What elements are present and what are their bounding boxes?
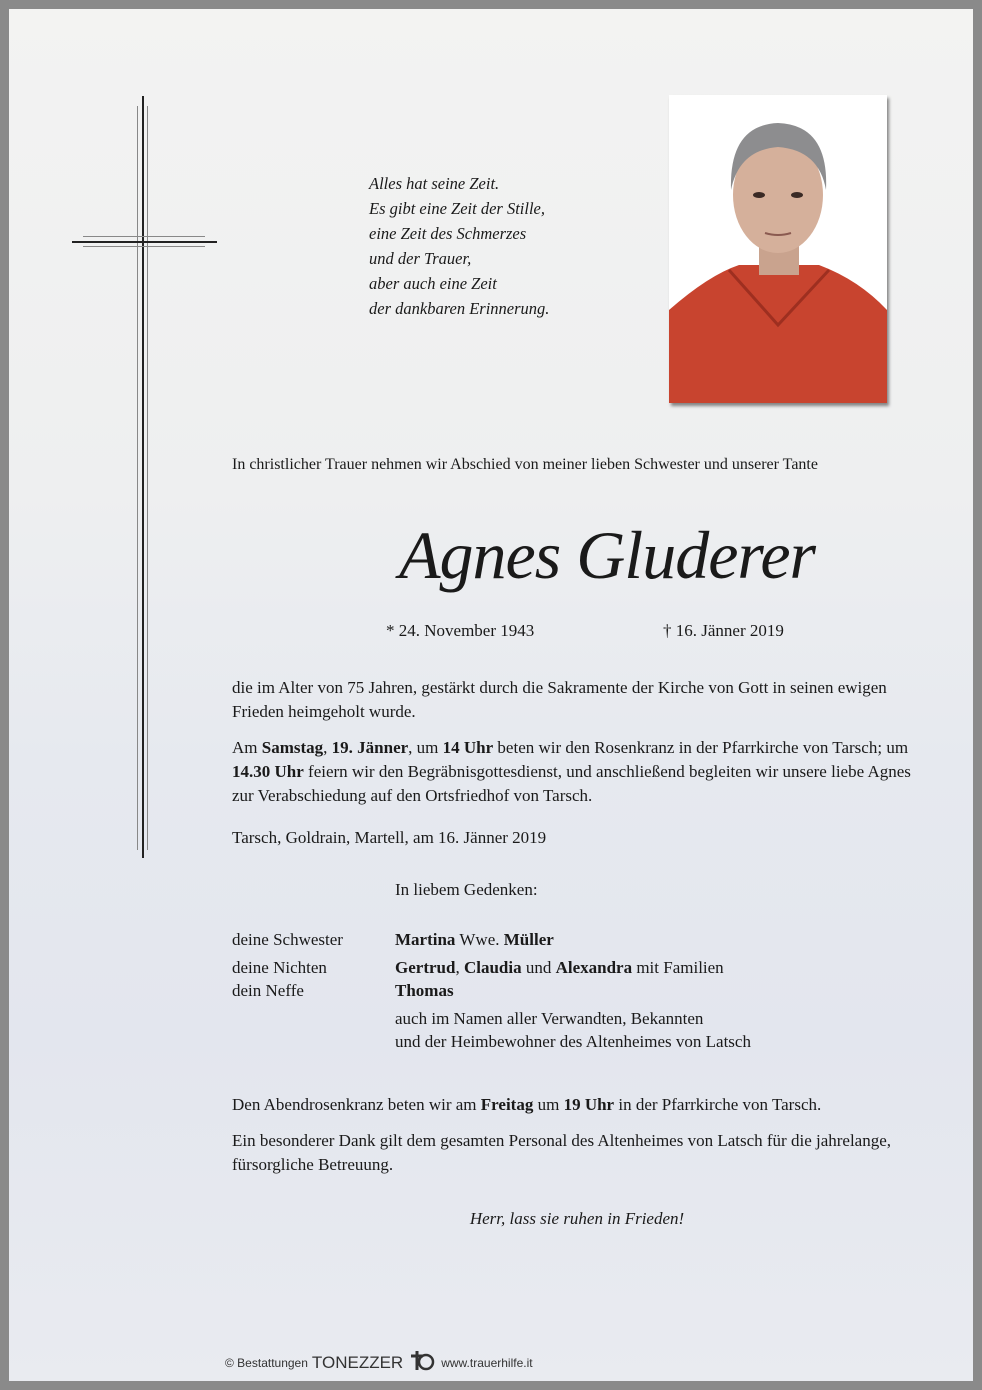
relative-names bbox=[395, 928, 554, 951]
death-notice: die im Alter von 75 Jahren, gestärkt durch die Sakramente der Kirche von Gott in seinen ewigen Frieden heimgeholt wurde. bbox=[232, 678, 887, 721]
text-segment: mit Familien bbox=[632, 958, 724, 977]
text-segment: beten wir den Rosenkranz in der Pfarrkirche von Tarsch; um bbox=[493, 738, 909, 757]
portrait-photo bbox=[669, 95, 887, 403]
deceased-name: Agnes Gluderer bbox=[399, 517, 815, 593]
bold-text: 14.30 Uhr bbox=[232, 762, 304, 781]
funeral-details bbox=[232, 736, 922, 808]
bold-text: 19 Uhr bbox=[563, 1095, 615, 1114]
footer-copyright: © Bestattungen bbox=[225, 1355, 308, 1370]
poem-line: aber auch eine Zeit bbox=[369, 274, 497, 293]
poem-line: der dankbaren Erinnerung. bbox=[369, 299, 550, 318]
also-line: auch im Namen aller Verwandten, Bekannten bbox=[395, 1009, 704, 1028]
relative-row bbox=[232, 979, 922, 1002]
intro-text: In christlicher Trauer nehmen wir Abschied von meiner lieben Schwester und unserer Tante bbox=[232, 456, 818, 473]
bold-text: 19. Jänner bbox=[331, 738, 409, 757]
birth-date: * 24. November 1943 bbox=[386, 621, 535, 640]
main-text bbox=[232, 676, 922, 1231]
bold-text: Alexandra bbox=[555, 958, 633, 977]
death-date: † 16. Jänner 2019 bbox=[663, 621, 784, 640]
footer bbox=[225, 1350, 533, 1375]
bold-text: Claudia bbox=[463, 958, 522, 977]
bold-text: Martina bbox=[395, 930, 456, 949]
relative-row bbox=[232, 928, 922, 951]
relatives-list bbox=[232, 928, 922, 1053]
relative-row bbox=[232, 956, 922, 979]
relative-names bbox=[395, 956, 724, 979]
also-line: und der Heimbewohner des Altenheimes von Latsch bbox=[395, 1032, 751, 1051]
text-segment: in der Pfarrkirche von Tarsch. bbox=[614, 1095, 822, 1114]
poem-line: und der Trauer, bbox=[369, 249, 472, 268]
obituary-page bbox=[9, 9, 973, 1381]
text-segment: Wwe. bbox=[455, 930, 504, 949]
bold-text: Freitag bbox=[480, 1095, 534, 1114]
tonezzer-logo-icon bbox=[407, 1350, 437, 1375]
bold-text: Müller bbox=[503, 930, 554, 949]
thanks-notice: Ein besonderer Dank gilt dem gesamten Personal des Altenheimes von Latsch für die jahrelange, fürsorgliche Betreuung. bbox=[232, 1131, 892, 1174]
poem-line: eine Zeit des Schmerzes bbox=[369, 224, 527, 243]
poem bbox=[369, 171, 549, 321]
bold-text: Thomas bbox=[395, 981, 454, 1000]
relative-role: dein Neffe bbox=[232, 981, 304, 1000]
text-segment: und bbox=[521, 958, 556, 977]
place-date: Tarsch, Goldrain, Martell, am 16. Jänner 2019 bbox=[232, 828, 547, 847]
relative-role: deine Nichten bbox=[232, 958, 327, 977]
text-segment: , bbox=[323, 738, 332, 757]
closing-prayer: Herr, lass sie ruhen in Frieden! bbox=[469, 1209, 685, 1228]
poem-line: Alles hat seine Zeit. bbox=[369, 174, 500, 193]
text-segment: feiern wir den Begräbnisgottesdienst, und anschließend begleiten wir unsere liebe Agnes zur Verabschiedung auf den Ortsfriedhof von Tarsch. bbox=[232, 762, 911, 805]
text-segment: , um bbox=[408, 738, 443, 757]
text-segment: um bbox=[533, 1095, 564, 1114]
rosary-notice bbox=[232, 1093, 922, 1117]
footer-company: TONEZZER bbox=[311, 1352, 404, 1372]
relative-role: deine Schwester bbox=[232, 930, 343, 949]
text-segment: , bbox=[455, 958, 464, 977]
poem-line: Es gibt eine Zeit der Stille, bbox=[369, 199, 545, 218]
bold-text: Samstag bbox=[261, 738, 324, 757]
memory-heading: In liebem Gedenken: bbox=[395, 880, 538, 899]
footer-url[interactable]: www.trauerhilfe.it bbox=[441, 1355, 533, 1370]
bold-text: 14 Uhr bbox=[442, 738, 494, 757]
text-segment: Am bbox=[232, 738, 262, 757]
also-on-behalf bbox=[232, 1007, 922, 1053]
bold-text: Gertrud bbox=[395, 958, 456, 977]
text-segment: Den Abendrosenkranz beten wir am bbox=[232, 1095, 481, 1114]
relative-names bbox=[395, 979, 454, 1002]
